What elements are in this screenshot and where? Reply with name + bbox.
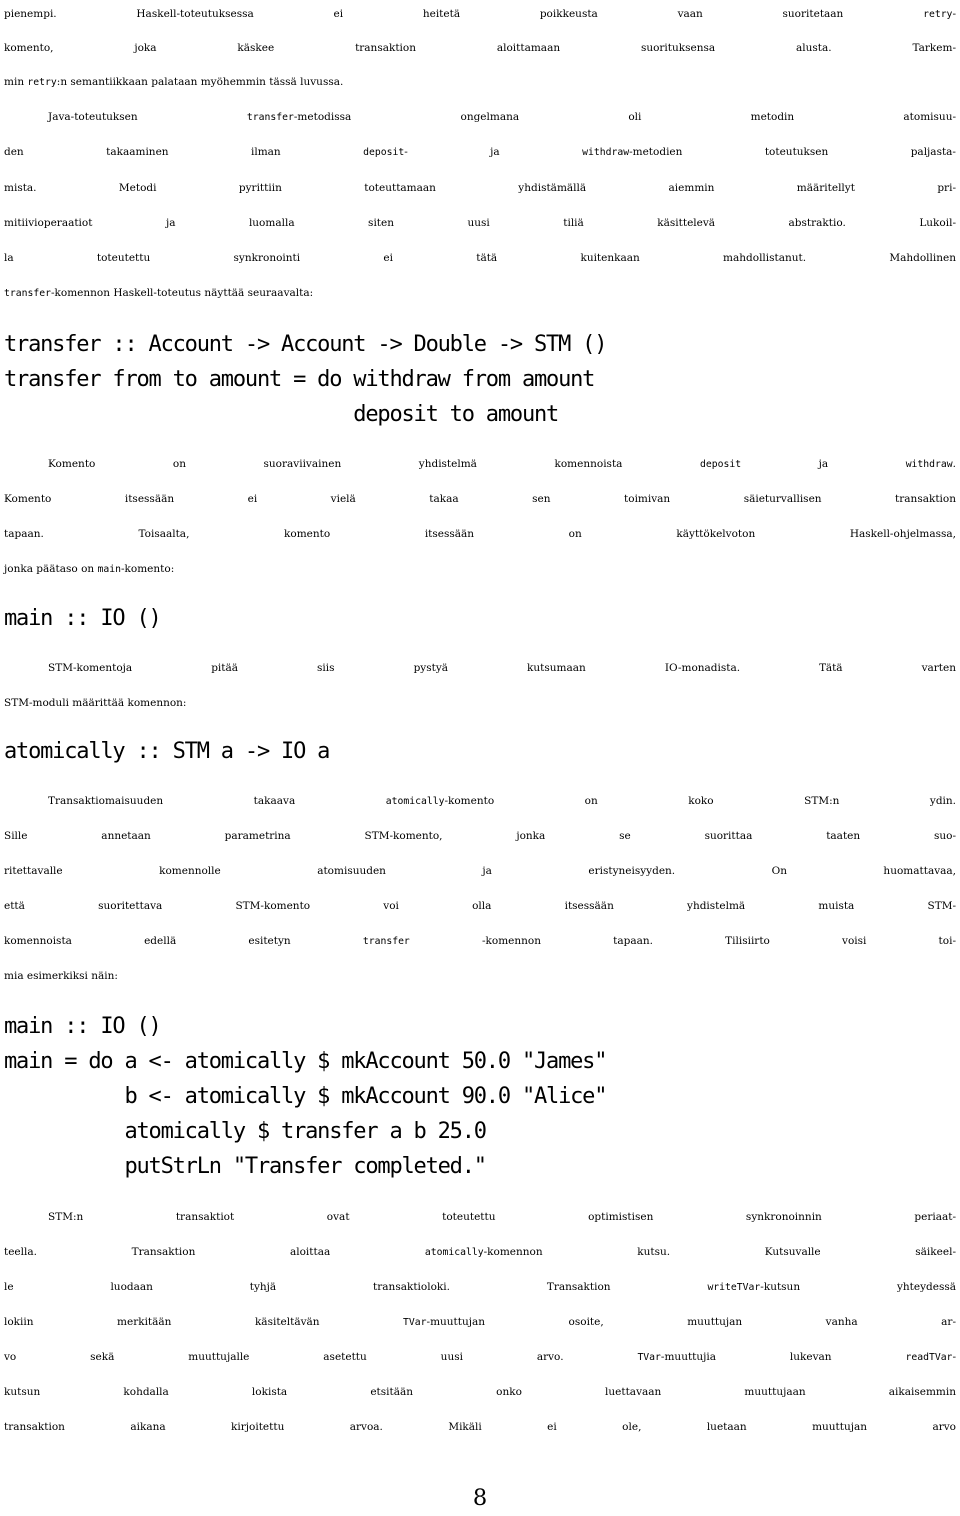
para5-line6 (4, 1374, 956, 1410)
text-run: min (4, 76, 28, 88)
para2-line3 (4, 516, 956, 552)
text-run: STM:n transaktiot ovat toteutettu optimistisen synkronoinnin periaat- (48, 1211, 956, 1223)
code-inline: transfer (246, 112, 294, 123)
para5-line2 (4, 1234, 956, 1270)
text-run: -metodissa ongelmana oli metodin atomisuu- (293, 111, 956, 123)
para4-line4 (4, 888, 956, 924)
text-run: Transaktiomaisuuden takaava (48, 795, 386, 807)
text-run: -komennon Haskell-toteutus näyttää seuraavalta: (50, 287, 314, 299)
para1-line9 (4, 275, 956, 311)
text-run: -metodien toteutuksen paljasta- (629, 146, 956, 158)
code-inline: deposit (363, 147, 405, 158)
text-run: tapaan. Toisaalta, komento itsessään on käyttökelvoton Haskell-ohjelmassa, (4, 528, 956, 540)
para1-line8 (4, 240, 956, 276)
text-run: la toteutettu synkronointi ei tätä kuitenkaan mahdollistanut. Mahdollinen (4, 252, 956, 264)
code-inline: TVar (637, 1352, 661, 1363)
code-line: b <- atomically $ mkAccount 90.0 "Alice" (4, 1084, 607, 1109)
text-run: Komento itsessään ei vielä takaa sen toimivan säieturvallisen transaktion (4, 493, 956, 505)
text-run: teella. Transaktion aloittaa (4, 1246, 425, 1258)
para4-line1 (4, 783, 956, 819)
text-run: komennoista edellä esitetyn (4, 935, 363, 947)
text-run: le luodaan tyhjä transaktioloki. Transaktion (4, 1281, 708, 1293)
text-run: kutsun kohdalla lokista etsitään onko luettavaan muuttujaan aikaisemmin (4, 1386, 956, 1398)
code-inline: readTVar (905, 1352, 953, 1363)
code-line: transfer from to amount = do withdraw from amount (4, 367, 595, 392)
text-run: pienempi. Haskell-toteutuksessa ei heitetä poikkeusta vaan suoritetaan (4, 8, 924, 20)
code-line: main :: IO () (4, 606, 161, 631)
para1-line3 (4, 64, 956, 100)
para5-line7 (4, 1409, 956, 1445)
code-inline: atomically (424, 1247, 484, 1258)
code-line: main = do a <- atomically $ mkAccount 50.0 "James" (4, 1049, 607, 1074)
text-run: -komennon kutsu. Kutsuvalle säikeel- (483, 1246, 956, 1258)
text-run: mia esimerkiksi näin: (4, 970, 118, 982)
text-run: -komento on koko STM:n ydin. (444, 795, 957, 807)
text-run: transaktion aikana kirjoitettu arvoa. Mikäli ei ole, luetaan muuttujan arvo (4, 1421, 956, 1433)
code-line: atomically $ transfer a b 25.0 (4, 1119, 486, 1144)
para4-line3 (4, 853, 956, 889)
text-run: -muuttujan osoite, muuttujan vanha ar- (426, 1316, 956, 1328)
code-line: main :: IO () (4, 1014, 161, 1039)
text-run: että suoritettava STM-komento voi olla itsessään yhdistelmä muista STM- (4, 900, 956, 912)
para1-line6 (4, 170, 956, 206)
code-inline: main (97, 564, 121, 575)
text-run: :n semantiikkaan palataan myöhemmin tässä luvussa. (56, 76, 344, 88)
para5-line3 (4, 1269, 956, 1305)
text-run: STM-moduli määrittää komennon: (4, 697, 187, 709)
para5-line1 (4, 1199, 956, 1235)
text-run: . (952, 458, 956, 470)
text-run: vo sekä muuttujalle asetettu uusi arvo. (4, 1351, 638, 1363)
code-inline: withdraw (582, 147, 630, 158)
text-run: -kutsun yhteydessä (760, 1281, 956, 1293)
text-run: -komennon tapaan. Tilisiirto voisi toi- (409, 935, 956, 947)
text-run: -komento: (120, 563, 175, 575)
para3-line2 (4, 685, 956, 721)
text-run: mista. Metodi pyrittiin toteuttamaan yhdistämällä aiemmin määritellyt pri- (4, 182, 956, 194)
code-inline: transfer (362, 936, 410, 947)
text-run: komento, joka käskee transaktion aloittamaan suorituksensa alusta. Tarkem- (4, 42, 956, 54)
para2-line4 (4, 551, 956, 587)
text-run: - ja (404, 146, 583, 158)
code-inline: writeTVar (707, 1282, 761, 1293)
text-run: Java-toteutuksen (48, 111, 247, 123)
text-run: -muuttujia lukevan (660, 1351, 906, 1363)
code-line: deposit to amount (4, 402, 559, 427)
para2-line2 (4, 481, 956, 517)
text-run: jonka päätaso on (4, 563, 98, 575)
text-run: Komento on suoraviivainen yhdistelmä komennoista (48, 458, 700, 470)
code-inline: transfer (4, 288, 51, 299)
para4-line5 (4, 923, 956, 959)
para1-line4 (4, 99, 956, 135)
para1-line1 (4, 0, 956, 32)
text-run: ja (741, 458, 906, 470)
para5-line4 (4, 1304, 956, 1340)
para1-line2 (4, 30, 956, 66)
text-run: den takaaminen ilman (4, 146, 364, 158)
para2-line1 (4, 446, 956, 482)
text-run: Sille annetaan parametrina STM-komento, jonka se suorittaa taaten suo- (4, 830, 956, 842)
code-inline: retry (27, 77, 57, 88)
text-run: lokiin merkitään käsiteltävän (4, 1316, 404, 1328)
code-line: transfer :: Account -> Account -> Double -> STM () (4, 332, 607, 357)
para4-line2 (4, 818, 956, 854)
text-run: - (952, 8, 956, 20)
para3-line1 (4, 650, 956, 686)
code-inline: withdraw (905, 459, 953, 470)
text-run: ritettavalle komennolle atomisuuden ja eristyneisyyden. On huomattavaa, (4, 865, 956, 877)
text-run: mitiivioperaatiot ja luomalla siten uusi tiliä käsittelevä abstraktio. Lukoil- (4, 217, 956, 229)
para1-line7 (4, 205, 956, 241)
code-inline: deposit (699, 459, 742, 470)
code-inline: atomically (385, 796, 445, 807)
para5-line5 (4, 1339, 956, 1375)
code-inline: TVar (403, 1317, 427, 1328)
code-line: atomically :: STM a -> IO a (4, 739, 330, 764)
text-run: STM-komentoja pitää siis pystyä kutsumaan IO-monadista. Tätä varten (48, 662, 956, 674)
text-run: - (952, 1351, 956, 1363)
para4-line6 (4, 958, 956, 994)
code-inline: retry (923, 9, 953, 20)
page-number: 8 (472, 1485, 488, 1511)
code-line: putStrLn "Transfer completed." (4, 1154, 486, 1179)
para1-line5 (4, 134, 956, 170)
